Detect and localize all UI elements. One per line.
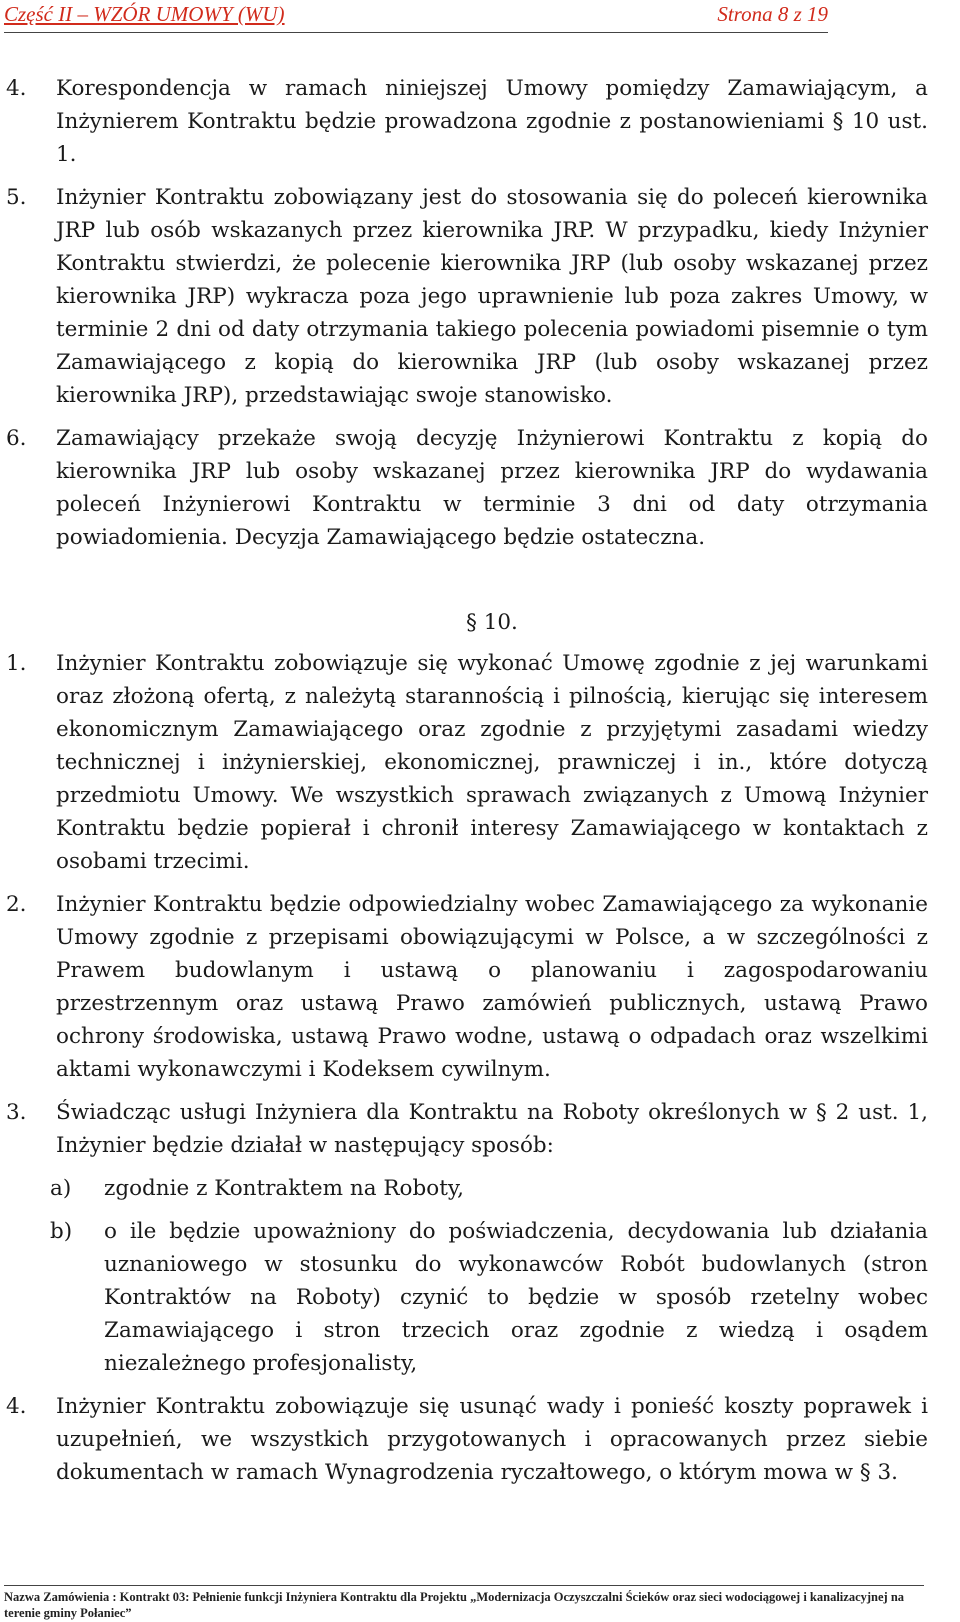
paragraph-1 <box>6 647 928 878</box>
sub-item-letter: a) <box>50 1176 72 1201</box>
paragraph-text: Świadcząc usługi Inżyniera dla Kontraktu na Roboty określonych w § 2 ust. 1, Inżynier będzie działał w następujący sposób: <box>56 1100 928 1158</box>
document-body <box>6 72 928 1489</box>
paragraph-4-second <box>6 1390 928 1489</box>
paragraph-5 <box>6 181 928 412</box>
paragraph-number: 6. <box>6 426 27 451</box>
paragraph-2 <box>6 888 928 1086</box>
paragraph-text: Korespondencja w ramach niniejszej Umowy pomiędzy Zamawiającym, a Inżynierem Kontraktu będzie prowadzona zgodnie z postanowieniami § 10 ust. 1. <box>56 76 928 167</box>
page-header <box>4 2 828 33</box>
sub-item-letter: b) <box>50 1219 73 1244</box>
paragraph-number: 2. <box>6 892 27 917</box>
paragraph-text: Inżynier Kontraktu zobowiązuje się wykonać Umowę zgodnie z jej warunkami oraz złożoną ofertą, z należytą starannością i pilnością, kierując się interesem ekonomicznym Zamawiającego oraz zgodnie z przyjętymi zasadami wiedzy technicznej i inżynierskiej, ekonomicznej, prawniczej i in., które dotyczą przedmiotu Umowy. We wszystkich sprawach związanych z Umową Inżynier Kontraktu będzie popierał i chronił interesy Zamawiającego w kontaktach z osobami trzecimi. <box>56 651 928 874</box>
paragraph-number: 5. <box>6 185 27 210</box>
sub-item-a <box>6 1172 928 1205</box>
sub-item-text: o ile będzie upoważniony do poświadczenia, decydowania lub działania uznaniowego w stosunku do wykonawców Robót budowlanych (stron Kontraktów na Roboty) czynić to będzie w sposób rzetelny wobec Zamawiającego i stron trzecich oraz zgodnie z wiedzą i osądem niezależnego profesjonalisty, <box>104 1219 928 1376</box>
paragraph-text: Inżynier Kontraktu będzie odpowiedzialny wobec Zamawiającego za wykonanie Umowy zgodnie z przepisami obowiązującymi w Polsce, a w szczególności z Prawem budowlanym i ustawą o planowaniu i zagospodarowaniu przestrzennym oraz ustawą Prawo zamówień publicznych, ustawą Prawo ochrony środowiska, ustawą Prawo wodne, ustawą o odpadach oraz wszelkimi aktami wykonawczymi i Kodeksem cywilnym. <box>56 892 928 1082</box>
paragraph-number: 4. <box>6 1394 27 1419</box>
paragraph-6 <box>6 422 928 554</box>
paragraph-number: 3. <box>6 1100 27 1125</box>
paragraph-text: Inżynier Kontraktu zobowiązuje się usunąć wady i ponieść koszty poprawek i uzupełnień, we wszystkich przygotowanych i opracowanych przez siebie dokumentach w ramach Wynagrodzenia ryczałtowego, o którym mowa w § 3. <box>56 1394 928 1485</box>
header-page-number: Strona 8 z 19 <box>717 2 828 26</box>
header-part-title: Część II – WZÓR UMOWY (WU) <box>4 2 285 26</box>
paragraph-4 <box>6 72 928 171</box>
page-footer: Nazwa Zamówienia : Kontrakt 03: Pełnienie funkcji Inżyniera Kontraktu dla Projektu „Modernizacja Oczyszczalni Ścieków oraz sieci wodociągowej i kanalizacyjnej na terenie gminy Połaniec” <box>4 1585 924 1621</box>
paragraph-text: Inżynier Kontraktu zobowiązany jest do stosowania się do poleceń kierownika JRP lub osób wskazanych przez kierownika JRP. W przypadku, kiedy Inżynier Kontraktu stwierdzi, że polecenie kierownika JRP (lub osoby wskazanej przez kierownika JRP) wykracza poza jego uprawnienie lub poza zakres Umowy, w terminie 2 dni od daty otrzymania takiego polecenia powiadomi pisemnie o tym Zamawiającego z kopią do kierownika JRP (lub osoby wskazanej przez kierownika JRP), przedstawiając swoje stanowisko. <box>56 185 928 408</box>
paragraph-3 <box>6 1096 928 1162</box>
sub-item-b <box>6 1215 928 1380</box>
paragraph-text: Zamawiający przekaże swoją decyzję Inżynierowi Kontraktu z kopią do kierownika JRP lub osoby wskazanej przez kierownika JRP do wydawania poleceń Inżynierowi Kontraktu w terminie 3 dni od daty otrzymania powiadomienia. Decyzja Zamawiającego będzie ostateczna. <box>56 426 928 550</box>
paragraph-number: 4. <box>6 76 27 101</box>
paragraph-number: 1. <box>6 651 27 676</box>
sub-item-text: zgodnie z Kontraktem na Roboty, <box>104 1176 464 1201</box>
section-heading: § 10. <box>466 610 518 635</box>
